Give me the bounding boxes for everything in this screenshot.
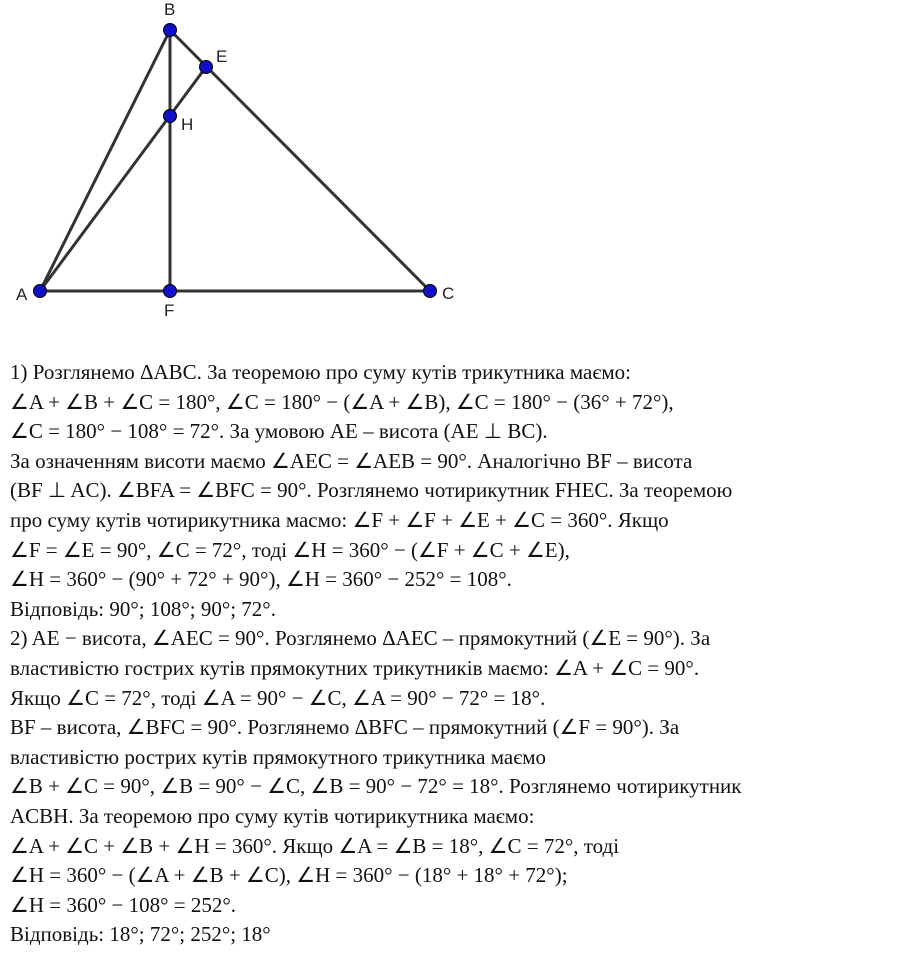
label-h: H — [181, 115, 194, 134]
point-b — [164, 24, 177, 37]
label-f: F — [164, 301, 175, 320]
side-ab — [40, 30, 170, 291]
point-h — [164, 110, 177, 123]
point-e — [200, 61, 213, 74]
solution-line: Якщо ∠C = 72°, тоді ∠A = 90° − ∠C, ∠A = 90° − 72° = 18°. — [10, 685, 546, 710]
solution-line: ∠H = 360° − (90° + 72° + 90°), ∠H = 360° − 252° = 108°. — [10, 567, 512, 592]
label-e: E — [216, 47, 228, 66]
solution-line: властивістю рострих кутів прямокутного трикутника маємо — [10, 744, 547, 769]
solution-line: про суму кутів чотирикутника масмо: ∠F + ∠F + ∠E + ∠C = 360°. Якщо — [10, 507, 669, 532]
solution-line: ∠F = ∠E = 90°, ∠C = 72°, тоді ∠H = 360° − (∠F + ∠C + ∠E), — [10, 537, 570, 562]
solution-line: ∠H = 360° − 108° = 252°. — [10, 892, 236, 917]
solution-text — [10, 358, 910, 950]
solution-line: ∠C = 180° − 108° = 72°. За умовою AE – висота (AE ⊥ BC). — [10, 419, 548, 444]
solution-line: 1) Розглянемо ΔABC. За теоремою про суму кутів трикутника маємо: — [10, 360, 631, 384]
solution-line: 2) AE − висота, ∠AEC = 90°. Розглянемо ΔAEC – прямокутний (∠E = 90°). За — [10, 626, 711, 651]
solution-line: ∠A + ∠B + ∠C = 180°, ∠C = 180° − (∠A + ∠B), ∠C = 180° − (36° + 72°), — [10, 389, 674, 414]
solution-line: ACBH. За теоремою про суму кутів чотирикутника маємо: — [10, 803, 535, 828]
altitude-ae — [40, 67, 206, 291]
point-c — [424, 285, 437, 298]
triangle-figure — [0, 0, 912, 345]
point-f — [164, 285, 177, 298]
solution-line: За означенням висоти маємо ∠AEC = ∠AEB = 90°. Аналогічно BF – висота — [10, 448, 693, 473]
solution-line: властивістю гострих кутів прямокутних трикутників маємо: ∠A + ∠C = 90°. — [10, 655, 700, 680]
point-a — [34, 285, 47, 298]
answer-2: Відповідь: 18°; 72°; 252°; 18° — [10, 922, 271, 947]
label-c: C — [442, 284, 455, 303]
label-b: B — [164, 0, 176, 19]
solution-line: ∠A + ∠C + ∠B + ∠H = 360°. Якщо ∠A = ∠B = 18°, ∠C = 72°, тоді — [10, 833, 620, 858]
answer-1: Відповідь: 90°; 108°; 90°; 72°. — [10, 596, 276, 621]
solution-line: BF – висота, ∠BFC = 90°. Розглянемо ΔBFC – прямокутний (∠F = 90°). За — [10, 715, 680, 740]
solution-line: ∠B + ∠C = 90°, ∠B = 90° − ∠C, ∠B = 90° − 72° = 18°. Розглянемо чотирикутник — [10, 774, 742, 799]
solution-line: ∠H = 360° − (∠A + ∠B + ∠C), ∠H = 360° − (18° + 18° + 72°); — [10, 863, 568, 888]
label-a: A — [16, 285, 28, 304]
solution-line: (BF ⊥ AC). ∠BFA = ∠BFC = 90°. Розглянемо чотирикутник FHEC. За теоремою — [10, 478, 733, 503]
